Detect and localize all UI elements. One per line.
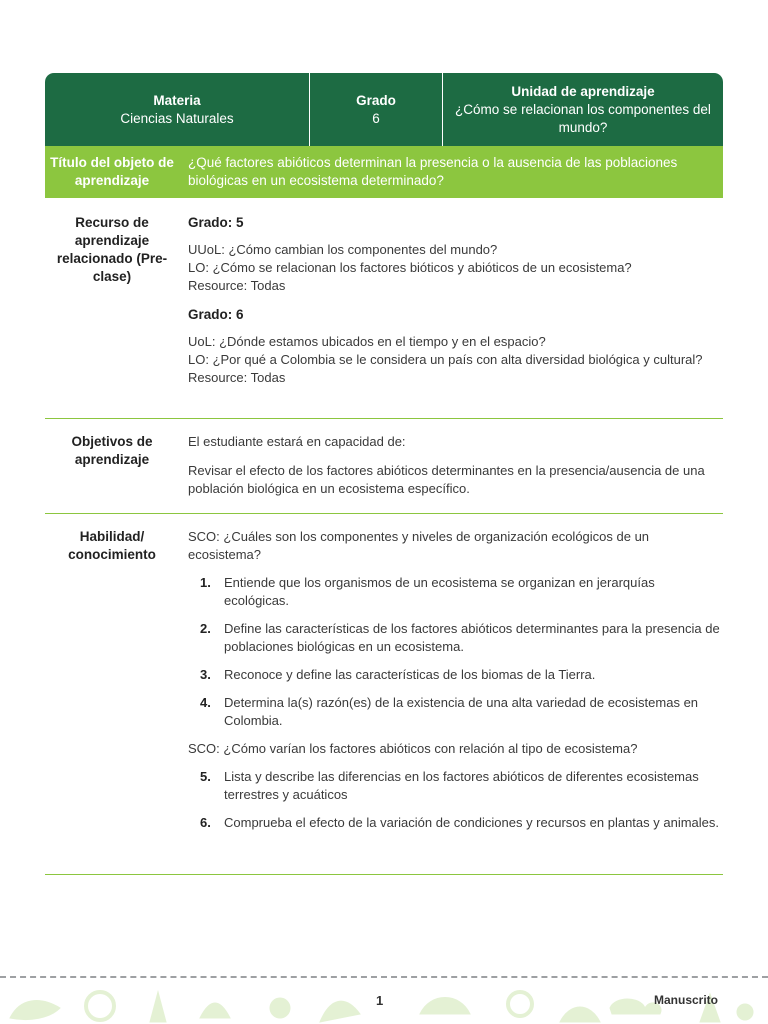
grado5-resource: Resource: Todas [188, 278, 286, 293]
list-item [188, 768, 723, 804]
list-item [188, 814, 723, 832]
grado-label: Grado [356, 92, 396, 108]
list-item [188, 574, 723, 610]
objetivos-content [188, 433, 723, 498]
item-number: 3. [200, 667, 211, 682]
materia-label: Materia [153, 92, 201, 108]
habilidad-label: Habilidad/ conocimiento [68, 529, 156, 562]
item-number: 4. [200, 695, 211, 710]
grado6-resource: Resource: Todas [188, 370, 286, 385]
grado5-title: Grado: 5 [188, 215, 244, 230]
item-text: Entiende que los organismos de un ecosistema se organizan en jerarquías ecológicas. [224, 575, 655, 608]
item-text: Reconoce y define las características de los biomas de la Tierra. [224, 667, 596, 682]
grado-cell [310, 73, 443, 146]
item-text: Determina la(s) razón(es) de la existencia de una alta variedad de ecosistemas en Colombia. [224, 695, 699, 728]
recurso-label: Recurso de aprendizaje relacionado (Pre-clase) [56, 215, 168, 284]
footer-label: Manuscrito [653, 993, 718, 1007]
grado5-lo: LO: ¿Cómo se relacionan los factores bióticos y abióticos de un ecosistema? [188, 260, 632, 275]
item-text: Lista y describe las diferencias en los factores abióticos de diferentes ecosistemas terrestres y acuáticos [224, 769, 699, 802]
grado6-title: Grado: 6 [188, 307, 244, 322]
grado5-uuol: UUoL: ¿Cómo cambian los componentes del mundo? [188, 242, 498, 257]
sco-2: SCO: ¿Cómo varían los factores abióticos con relación al tipo de ecosistema? [188, 741, 638, 756]
unidad-label: Unidad de aprendizaje [511, 83, 655, 99]
unidad-value: ¿Cómo se relacionan los componentes del mundo? [455, 101, 711, 135]
item-text: Define las características de los factores abióticos determinantes para la presencia de poblaciones biológicas en un ecosistema. [224, 621, 720, 654]
objetivos-intro: El estudiante estará en capacidad de: [188, 434, 406, 449]
unidad-cell [443, 73, 723, 146]
header-table [45, 73, 723, 146]
titulo-text: ¿Qué factores abióticos determinan la presencia o la ausencia de las poblaciones biológicas en un ecosistema determinado? [188, 155, 678, 188]
grado6-uol: UoL: ¿Dónde estamos ubicados en el tiempo y en el espacio? [188, 334, 546, 349]
objetivos-text: Revisar el efecto de los factores abióticos determinantes en la presencia/ausencia de una población biológica en un ecosistema específico. [188, 463, 705, 496]
titulo-row [45, 146, 723, 198]
item-number: 1. [200, 575, 211, 590]
materia-value: Ciencias Naturales [120, 110, 234, 126]
item-number: 6. [200, 815, 211, 830]
grado-value: 6 [372, 110, 380, 126]
titulo-label: Título del objeto de aprendizaje [50, 155, 174, 188]
list-item [188, 666, 723, 684]
list-item [188, 620, 723, 656]
item-text: Comprueba el efecto de la variación de condiciones y recursos en plantas y animales. [224, 815, 719, 830]
item-number: 2. [200, 621, 211, 636]
page-number: 1 [376, 993, 384, 1008]
divider [45, 418, 723, 419]
footer-nature-icons [0, 978, 768, 1024]
objetivos-label: Objetivos de aprendizaje [71, 434, 153, 467]
sco-1: SCO: ¿Cuáles son los componentes y niveles de organización ecológicos de un ecosistema? [188, 529, 650, 562]
materia-cell [45, 73, 310, 146]
list-item [188, 694, 723, 730]
recurso-content [188, 214, 723, 387]
divider [45, 874, 723, 875]
divider [45, 513, 723, 514]
grado6-lo: LO: ¿Por qué a Colombia se le considera un país con alta diversidad biológica y cultural? [188, 352, 703, 367]
habilidad-content [188, 528, 723, 832]
item-number: 5. [200, 769, 211, 784]
